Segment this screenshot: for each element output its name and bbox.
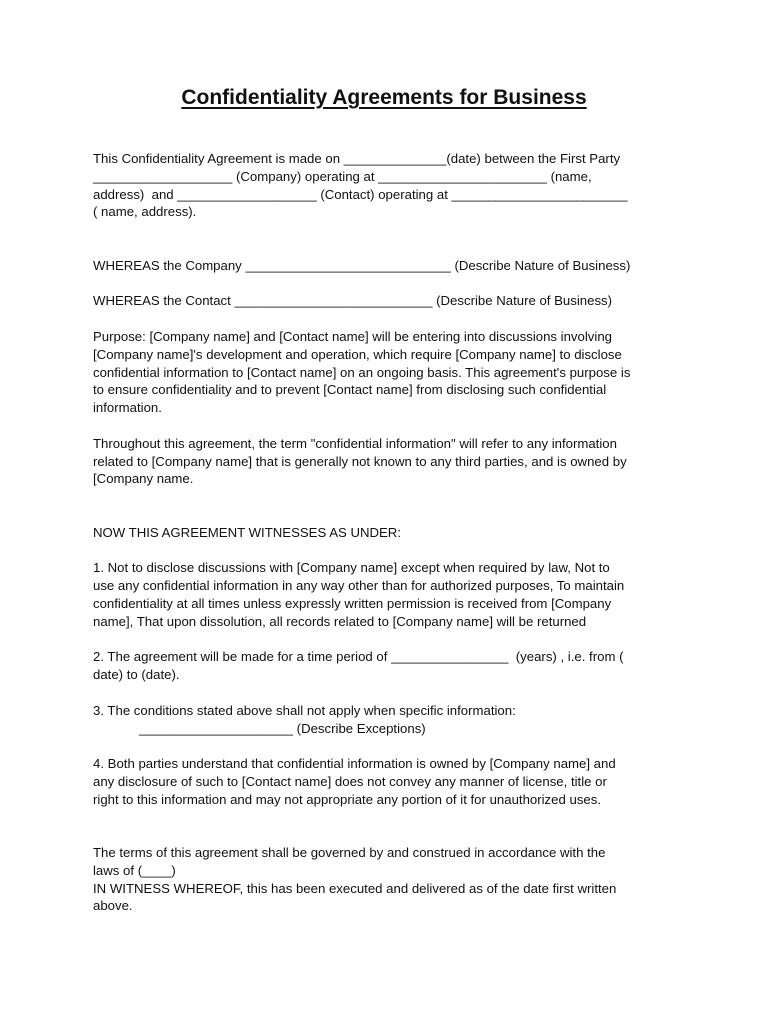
text-line: WHEREAS the Company ____________________________ (Describe Nature of Business)	[93, 257, 631, 273]
definition-paragraph	[93, 435, 675, 488]
clause-2	[93, 648, 675, 684]
governing-law-paragraph	[93, 844, 675, 915]
text-line: address) and ___________________ (Contact) operating at ________________________	[93, 186, 628, 202]
text-line: related to [Company name] that is generally not known to any third parties, and is owned by	[93, 453, 627, 469]
text-line: date) to (date).	[93, 667, 180, 683]
text-line: 1. Not to disclose discussions with [Company name] except when required by law, Not to	[93, 560, 610, 576]
text-line: ( name, address).	[93, 204, 197, 220]
text-line: ___________________ (Company) operating at _______________________ (name,	[93, 168, 592, 184]
text-line: name], That upon dissolution, all records related to [Company name] will be returned	[93, 613, 587, 629]
clause-4	[93, 755, 675, 808]
text-line: confidentiality at all times unless expressly written permission is received from [Company	[93, 595, 612, 611]
text-line: laws of (____)	[93, 862, 176, 878]
text-line: [Company name]'s development and operation, which require [Company name] to disclose	[93, 346, 622, 362]
text-line: WHEREAS the Contact ___________________________ (Describe Nature of Business)	[93, 293, 613, 309]
text-line: right to this information and may not appropriate any portion of it for unauthorized uses.	[93, 791, 602, 807]
whereas-contact-paragraph	[93, 292, 675, 310]
text-line: [Company name.	[93, 471, 194, 487]
text-line: confidential information to [Contact name] on an ongoing basis. This agreement's purpose is	[93, 364, 631, 380]
text-line: The terms of this agreement shall be governed by and construed in accordance with the	[93, 845, 606, 861]
text-line: Throughout this agreement, the term "confidential information" will refer to any information	[93, 435, 617, 451]
text-line: to ensure confidentiality and to prevent [Contact name] from disclosing such confidential	[93, 382, 607, 398]
text-line: NOW THIS AGREEMENT WITNESSES AS UNDER:	[93, 524, 401, 540]
clause-3	[93, 702, 675, 738]
whereas-company-paragraph	[93, 257, 675, 275]
text-line: This Confidentiality Agreement is made on ______________(date) between the First Party	[93, 151, 621, 166]
document-body	[93, 150, 675, 915]
text-line: Purpose: [Company name] and [Contact name] will be entering into discussions involving	[93, 328, 612, 344]
text-line: 3. The conditions stated above shall not apply when specific information:	[93, 702, 516, 718]
text-line: use any confidential information in any way other than for authorized purposes, To maintain	[93, 578, 625, 594]
document-title: Confidentiality Agreements for Business	[181, 86, 587, 109]
text-line: IN WITNESS WHEREOF, this has been executed and delivered as of the date first written	[93, 880, 617, 896]
text-line: information.	[93, 400, 162, 416]
intro-paragraph	[93, 150, 675, 221]
text-line: any disclosure of such to [Contact name] does not convey any manner of license, title or	[93, 773, 607, 789]
text-line: above.	[93, 898, 133, 914]
clause-1	[93, 559, 675, 630]
witnesses-heading	[93, 524, 675, 542]
text-line: 2. The agreement will be made for a time period of ________________ (years) , i.e. from (	[93, 649, 624, 665]
text-line: _____________________ (Describe Exceptions)	[139, 720, 426, 736]
purpose-paragraph	[93, 328, 675, 417]
text-line: 4. Both parties understand that confidential information is owned by [Company name] and	[93, 756, 616, 772]
